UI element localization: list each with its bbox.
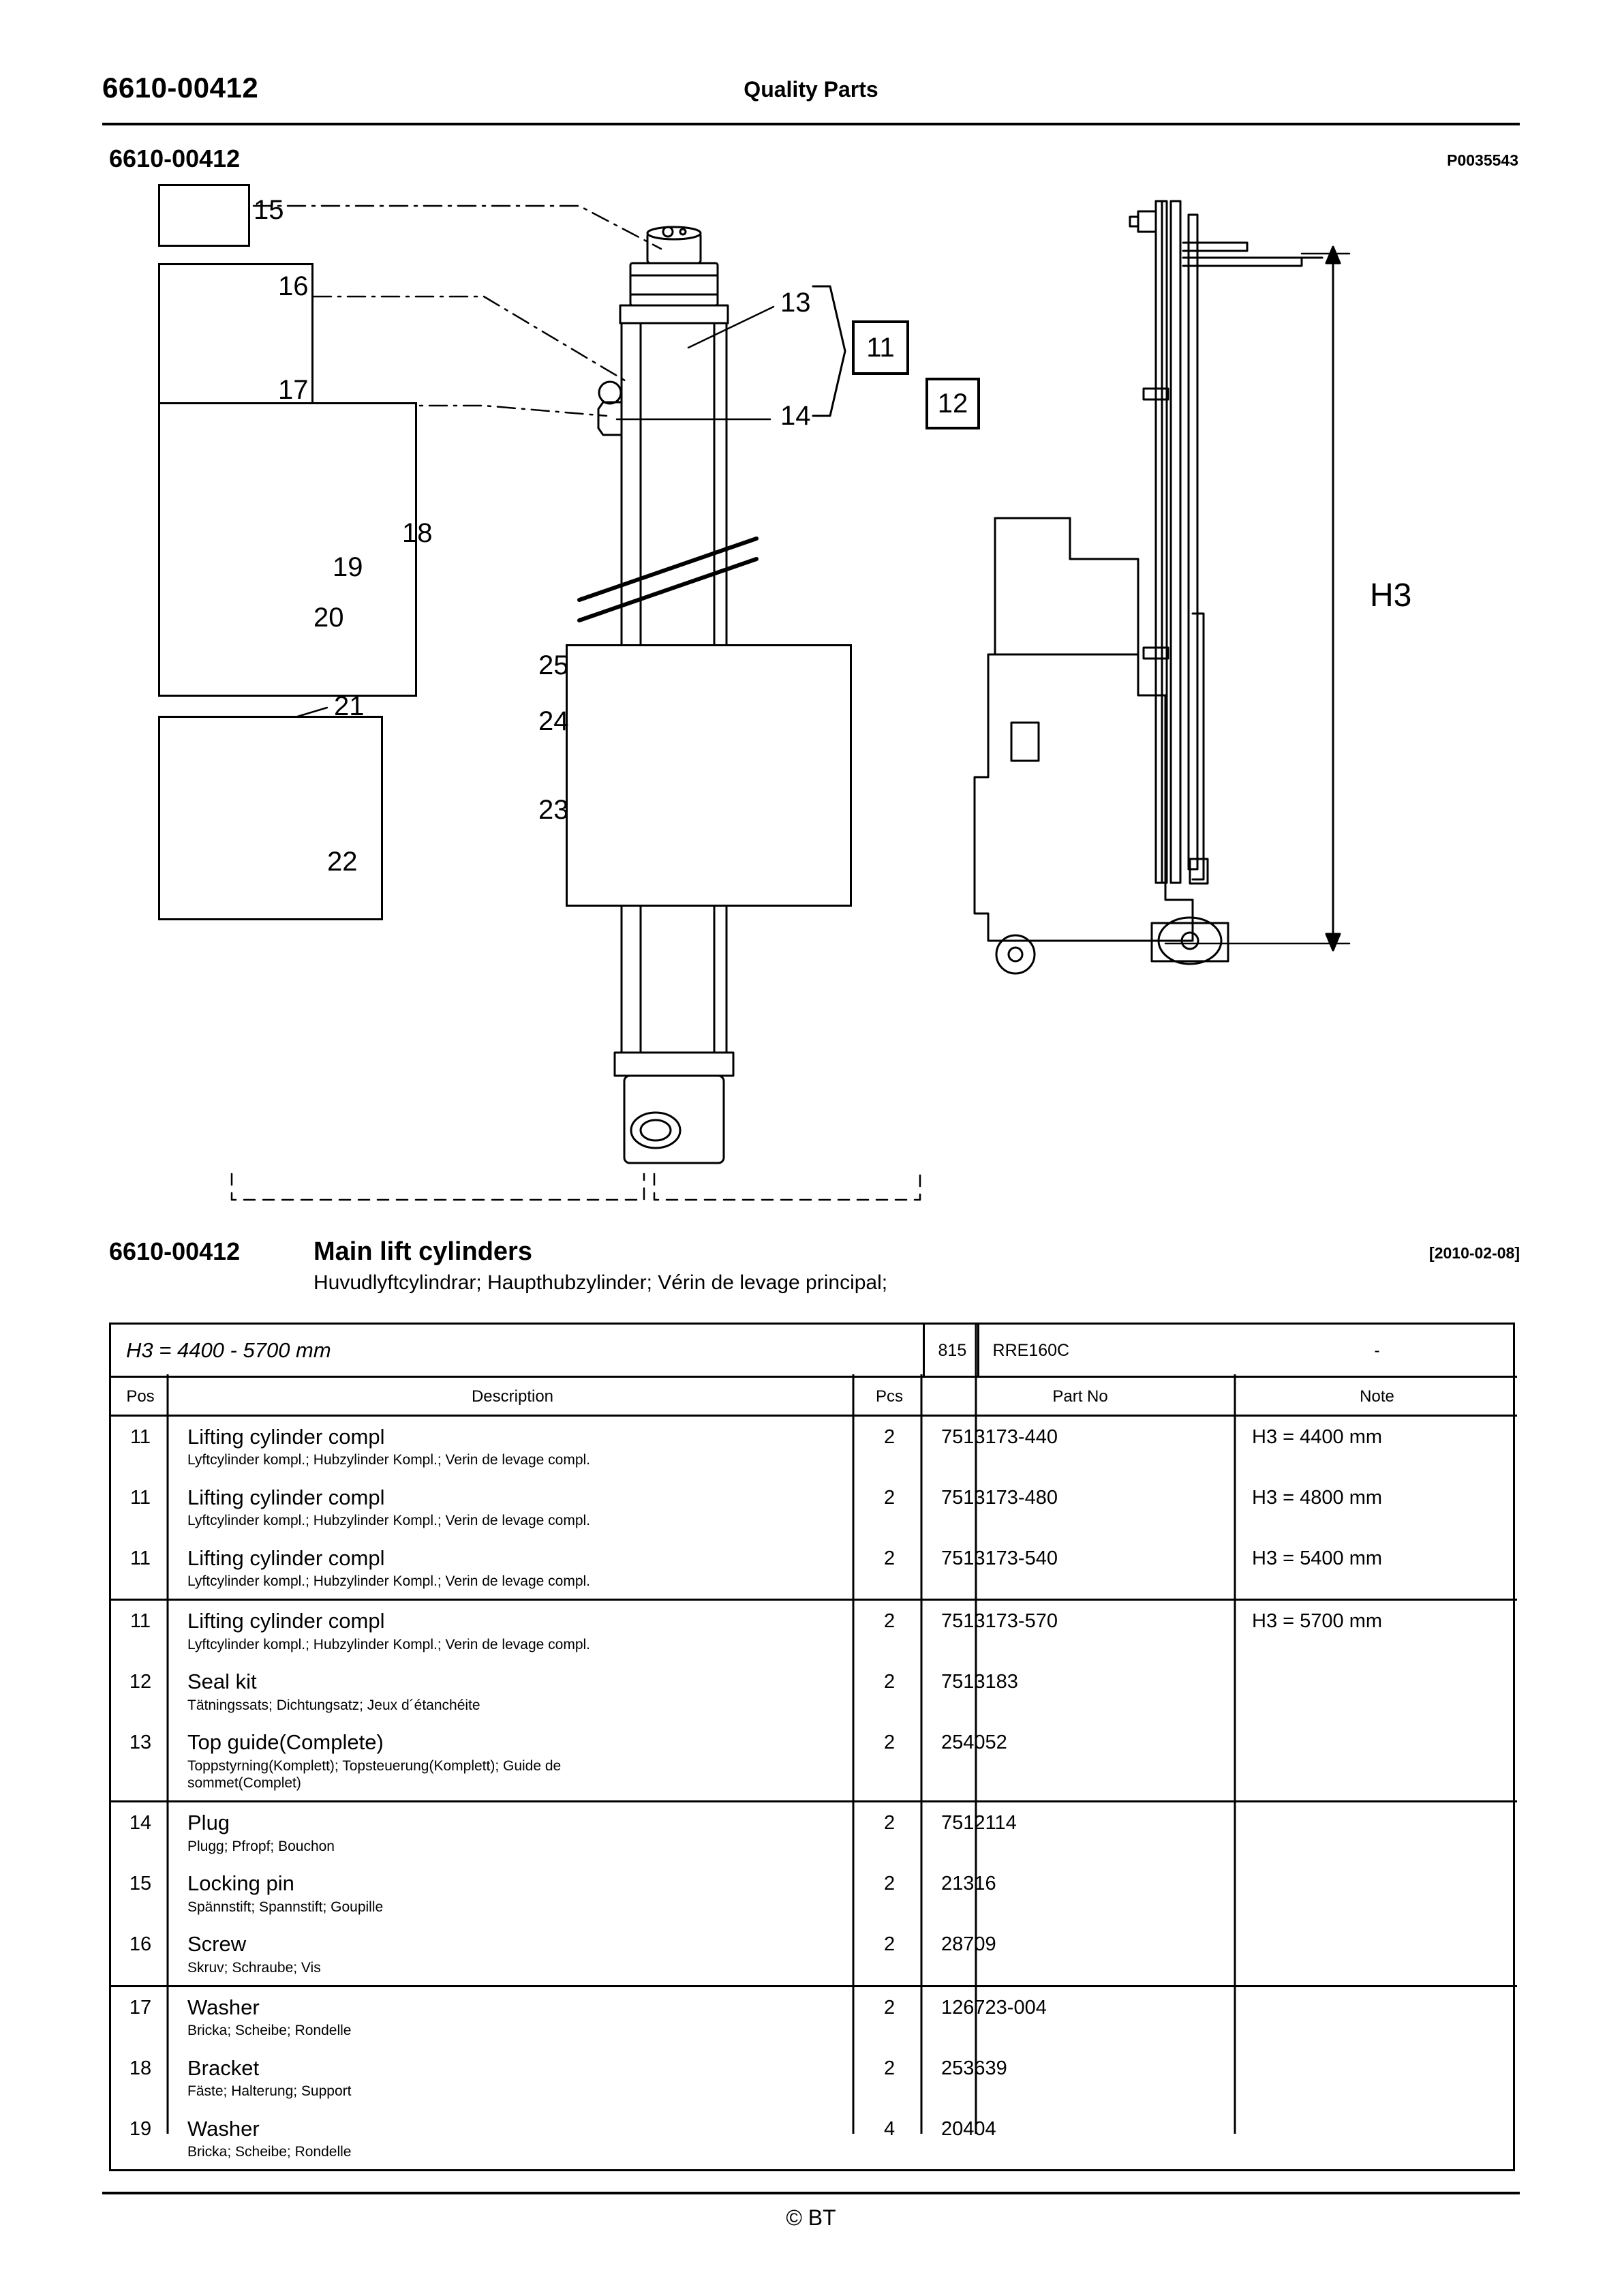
callout-23: 23	[538, 795, 569, 825]
row-part-no: 21316	[941, 1873, 996, 1895]
header-code: 6610-00412	[102, 72, 259, 104]
row-description-main: Screw	[187, 1932, 247, 1957]
row-part-no: 7513183	[941, 1671, 1018, 1693]
row-pcs: 2	[883, 1425, 896, 1448]
footer-copyright: © BT	[786, 2205, 836, 2230]
row-pcs: 2	[855, 1802, 923, 1864]
row-description-sub: Lyftcylinder kompl.; Hubzylinder Kompl.; Verin de levage compl.	[187, 1452, 590, 1468]
callout-14: 14	[780, 401, 811, 431]
callout-box-12	[925, 378, 980, 429]
row-description-sub: Bricka; Scheibe; Rondelle	[187, 2144, 352, 2160]
row-note: H3 = 5400 mm	[1252, 1547, 1383, 1569]
table-row	[111, 1863, 1517, 1924]
row-note	[1237, 1722, 1517, 1801]
row-description-sub: Lyftcylinder kompl.; Hubzylinder Kompl.; Verin de levage compl.	[187, 1513, 590, 1529]
row-description-main: Washer	[187, 1995, 260, 2019]
table-row	[111, 1722, 1517, 1801]
col-header-pcs: Pcs	[855, 1376, 923, 1415]
row-pos: 17	[111, 1986, 170, 2048]
table-row	[111, 1477, 1517, 1538]
row-description	[170, 2109, 855, 2169]
row-pcs: 2	[883, 1732, 896, 1754]
row-note: H3 = 5700 mm	[1237, 1599, 1517, 1661]
callout-box-11	[852, 320, 909, 375]
row-description-main: Lifting cylinder compl	[187, 1424, 385, 1449]
table-row	[111, 1802, 1517, 1864]
row-part-no: 20404	[941, 2117, 996, 2140]
row-pos: 11	[129, 1486, 151, 1509]
row-note	[1237, 1802, 1517, 1864]
row-pcs: 2	[883, 1547, 896, 1569]
row-part-no: 254052	[941, 1732, 1007, 1754]
callout-24: 24	[538, 706, 569, 736]
row-pos: 18	[129, 2057, 152, 2079]
banner-model-code: 815	[923, 1325, 978, 1376]
callout-21: 21	[334, 691, 365, 721]
row-pos: 15	[129, 1873, 152, 1895]
row-pos: 12	[129, 1671, 152, 1693]
callout-19: 19	[333, 552, 363, 582]
row-description-main: Washer	[187, 2116, 260, 2141]
row-pos: 19	[129, 2117, 152, 2140]
row-description	[170, 1924, 855, 1986]
row-pcs: 2	[855, 1986, 923, 2048]
col-header-part-no: Part No	[923, 1376, 1237, 1415]
banner-model-name: RRE160C	[978, 1325, 1237, 1376]
row-description-sub: Skruv; Schraube; Vis	[187, 1959, 321, 1976]
row-description-main: Lifting cylinder compl	[187, 1608, 385, 1633]
row-pcs: 4	[883, 2117, 896, 2140]
callout-17: 17	[278, 375, 309, 405]
row-part-no: 126723-004	[923, 1986, 1237, 2048]
page-header	[102, 72, 1520, 119]
banner-h3-range: H3 = 4400 - 5700 mm	[111, 1325, 923, 1376]
table-row	[111, 1924, 1517, 1986]
row-pos: 11	[111, 1599, 170, 1661]
callout-20: 20	[313, 603, 344, 633]
row-pos: 13	[129, 1732, 152, 1754]
callout-12: 12	[937, 388, 968, 419]
row-description	[170, 1802, 855, 1864]
page-subtitle: Huvudlyftcylindrar; Haupthubzylinder; Vérin de levage principal;	[313, 1271, 888, 1294]
row-description	[170, 1477, 855, 1538]
row-part-no: 7512114	[923, 1802, 1237, 1864]
row-note	[1237, 2048, 1517, 2109]
row-pcs: 2	[883, 1873, 896, 1895]
row-description-main: Plug	[187, 1811, 230, 1835]
row-description	[170, 1599, 855, 1661]
title-code: 6610-00412	[109, 1237, 241, 1265]
exploded-view-illustration	[102, 177, 1520, 1213]
row-description	[170, 1415, 855, 1477]
row-description	[170, 2048, 855, 2109]
row-part-no: 7513173-570	[923, 1599, 1237, 1661]
header-divider	[102, 123, 1520, 125]
row-description-main: Seal kit	[187, 1670, 257, 1694]
detail-box-21-22	[158, 716, 383, 920]
callout-13: 13	[780, 288, 811, 318]
row-note: H3 = 4800 mm	[1252, 1486, 1383, 1509]
table-row	[111, 1538, 1517, 1600]
table-row	[111, 1599, 1517, 1661]
table-row	[111, 2109, 1517, 2169]
row-part-no: 7513173-440	[941, 1425, 1058, 1448]
detail-box-15	[158, 184, 250, 247]
row-pos: 16	[129, 1933, 152, 1956]
row-part-no: 7513173-480	[941, 1486, 1058, 1509]
row-description-main: Lifting cylinder compl	[187, 1545, 385, 1570]
table-column-header	[111, 1376, 1517, 1415]
row-pcs: 2	[855, 1599, 923, 1661]
row-pcs: 2	[883, 2057, 896, 2079]
row-pos: 11	[129, 1547, 151, 1569]
callout-22: 22	[327, 847, 358, 877]
row-description-main: Bracket	[187, 2055, 260, 2080]
row-description-sub: Toppstyrning(Komplett); Topsteuerung(Komplett); Guide de sommet(Complet)	[187, 1757, 562, 1792]
table-row	[111, 1661, 1517, 1722]
callout-16: 16	[278, 271, 309, 301]
row-description-sub: Spännstift; Spannstift; Goupille	[187, 1899, 384, 1915]
callout-25: 25	[538, 650, 569, 680]
col-header-note: Note	[1237, 1376, 1517, 1415]
row-part-no: 253639	[941, 2057, 1007, 2079]
row-pcs: 2	[883, 1671, 896, 1693]
table-row	[111, 1415, 1517, 1477]
revision-date: [2010-02-08]	[1429, 1244, 1520, 1262]
section-code: 6610-00412	[109, 145, 241, 172]
callout-11: 11	[866, 332, 895, 363]
header-title: Quality Parts	[744, 77, 878, 102]
row-note	[1237, 1924, 1517, 1986]
row-pcs: 2	[883, 1933, 896, 1956]
parts-table	[109, 1323, 1515, 2171]
row-description-main: Locking pin	[187, 1871, 294, 1896]
row-note: H3 = 4400 mm	[1252, 1425, 1383, 1448]
table-banner-row	[111, 1325, 1517, 1376]
row-description	[170, 1863, 855, 1924]
col-header-description: Description	[170, 1376, 855, 1415]
row-description	[170, 1722, 855, 1801]
page-title: Main lift cylinders	[313, 1237, 532, 1266]
row-note	[1237, 1986, 1517, 2048]
footer-divider	[102, 2192, 1520, 2194]
row-note	[1237, 2109, 1517, 2169]
col-header-pos: Pos	[111, 1376, 170, 1415]
document-number: P0035543	[1447, 151, 1518, 169]
row-description	[170, 1986, 855, 2048]
row-description-sub: Lyftcylinder kompl.; Hubzylinder Kompl.; Verin de levage compl.	[187, 1636, 590, 1652]
row-description-sub: Tätningssats; Dichtungsatz; Jeux d´étanchéite	[187, 1697, 480, 1713]
row-part-no: 7513173-540	[941, 1547, 1058, 1569]
row-pcs: 2	[883, 1486, 896, 1509]
row-description-sub: Plugg; Pfropf; Bouchon	[187, 1838, 335, 1854]
row-description-sub: Fäste; Halterung; Support	[187, 2083, 352, 2100]
row-description-main: Top guide(Complete)	[187, 1730, 384, 1755]
row-pos: 14	[111, 1802, 170, 1864]
row-description-sub: Bricka; Scheibe; Rondelle	[187, 2023, 352, 2039]
row-note	[1237, 1863, 1517, 1924]
banner-model-dash: -	[1237, 1325, 1517, 1376]
row-description	[170, 1661, 855, 1722]
row-description	[170, 1538, 855, 1600]
row-description-sub: Lyftcylinder kompl.; Hubzylinder Kompl.; Verin de levage compl.	[187, 1573, 590, 1590]
row-note	[1237, 1661, 1517, 1722]
row-description-main: Lifting cylinder compl	[187, 1485, 385, 1509]
table-row	[111, 1986, 1517, 2048]
table-row	[111, 2048, 1517, 2109]
detail-box-18-19-20	[158, 402, 417, 697]
dimension-label-h3: H3	[1370, 577, 1412, 614]
callout-18: 18	[402, 518, 433, 548]
detail-box-23-24-25	[566, 644, 852, 907]
row-part-no: 28709	[941, 1933, 996, 1956]
row-pos: 11	[129, 1425, 151, 1448]
callout-15: 15	[254, 195, 284, 225]
